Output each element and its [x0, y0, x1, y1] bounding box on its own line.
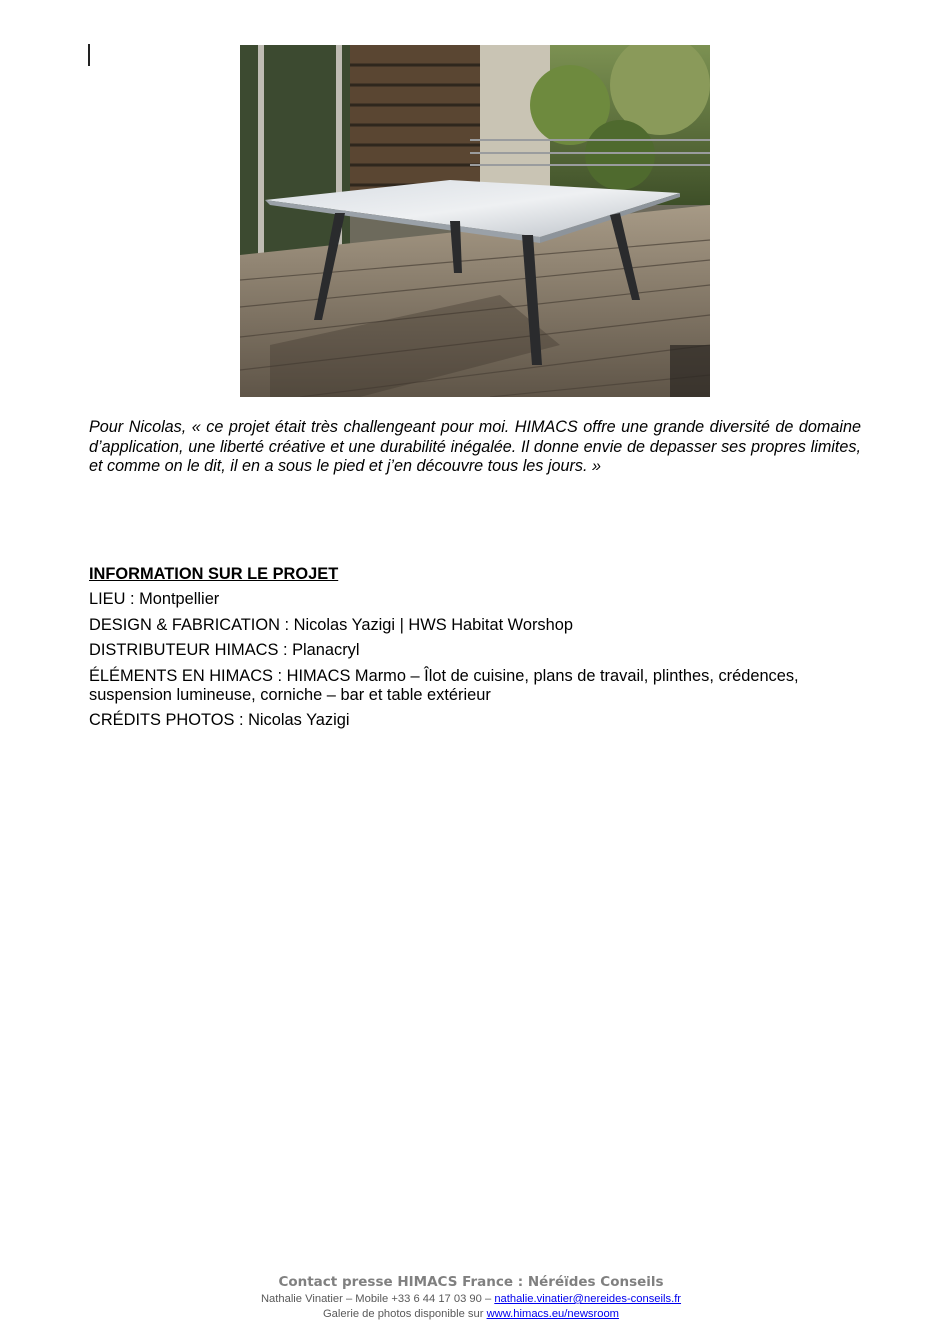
project-photo-credits: CRÉDITS PHOTOS : Nicolas Yazigi	[89, 711, 350, 729]
footer-newsroom-link[interactable]: www.himacs.eu/newsroom	[486, 1308, 619, 1320]
footer-gallery-line	[0, 1307, 942, 1322]
footer-title: Contact presse HIMACS France : Néréïdes Conseils	[278, 1274, 664, 1290]
footer-contact-text: Nathalie Vinatier – Mobile +33 6 44 17 03 90 –	[260, 1293, 495, 1305]
footer-email-link[interactable]: nathalie.vinatier@nereides-conseils.fr	[494, 1293, 682, 1305]
footer-gallery-text: Galerie de photos disponible sur	[322, 1308, 487, 1320]
project-info	[89, 564, 879, 737]
outdoor-table-photo	[240, 45, 710, 397]
footer-contact-line	[0, 1292, 942, 1307]
project-location: LIEU : Montpellier	[89, 590, 220, 608]
project-distributor: DISTRIBUTEUR HIMACS : Planacryl	[89, 641, 360, 659]
project-design: DESIGN & FABRICATION : Nicolas Yazigi | HWS Habitat Worshop	[89, 615, 573, 634]
designer-quote: Pour Nicolas, « ce projet était très challengeant pour moi. HIMACS offre une grande diversité de domaine d’application, une liberté créative et une durabilité inégalée. Il donne envie de depasser ses propres limites, et comme on le dit, il en a sous le pied et j’en découvre tous les jours. »	[89, 418, 861, 475]
project-elements: ÉLÉMENTS EN HIMACS : HIMACS Marmo – Îlot de cuisine, plans de travail, plinthes, crédences, suspension lumineuse, corniche – bar et table extérieur	[89, 666, 799, 704]
project-info-heading: INFORMATION SUR LE PROJET	[89, 565, 339, 583]
logo-mark	[88, 44, 90, 66]
press-contact-footer	[0, 1272, 942, 1322]
